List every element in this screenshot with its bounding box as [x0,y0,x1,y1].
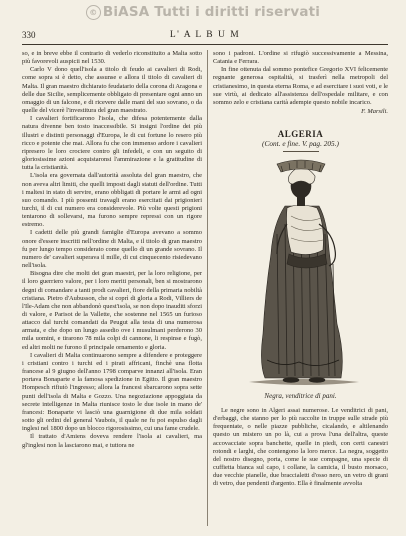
paragraph: In fine ottenuta dal sommo pontefice Gregorio XVI felicemente regnante generosa ospitalità, si trasferì nella metropoli del cristianesimo, in questa eterna Roma, e ad esercitare i suoi voti, e le sue virtù, ai dedicato all'assistenza dell'ospedale militare, e con sommo zelo e cristiana carità adempie questo nobile incarico. [213,66,388,106]
section-subtitle: (Cont. e fine. V. pag. 205.) [262,139,339,148]
running-title: L' A L B U M [169,30,241,40]
engraving-illustration [229,154,377,390]
page-header [22,30,388,42]
paragraph: I cavalieri di Malta continuarono sempre a difendere e proteggere i cristiani contro i turchi ed i pirati affricani, finchè una flotta francese al 9 giugno dell'anno 1798 comparve innanzi all'isola. Eran portava Bonaparte e la famosa spedizione in Egitto. Il gran maestro Hompesch rifiutò l'ingresso; allora la francesi sbarcarono sopra sette punti dell'isola di Malta e Gozzo. Una negoziazione appoggiata da secrete intelligenze in Malta riunisce tosto le due isole in mano de' francesi: Bonaparte vi lasciò una guarnigione di due mila soldati sotto gli ordini del general Vaubois, il quale ne fu poi espulso dagli inglesi nel 1800 dopo un blocco rigorosissimo, cui una fame crudele. [22,351,202,433]
section-title: ALGERIA [277,129,324,139]
illustration-caption: Negra, venditrice di pani. [264,392,337,400]
column-divider [207,50,208,526]
paragraph: Bisogna dire che molti dei gran maestri, per la loro religione, per il loro guerriero valore, per i loro meriti personali, ben si mostrarono degni di comandare a tanti prodi cavalieri, fiore della primaria nobiltà cristiana. Pietro d'Aubusson, che si coprì di gloria a Rodi, Villiers de l'Ile-Adam che non abbandonò quest'isola, se non dopo inauditi sforzi di valore, e Parisot de la Vallette, che sostenne nel 1565 un furioso attacco dal turchi comandati da Peugut alla testa di una numerosa armata, e che dopo un lungo assedio ove i musulmani perderono 30 mila uomini, e tirarono 78 mila colpi di cannone, li respinse e fugò, ed altri molti ne furono il principale ornamento e gloria. [22,270,202,351]
paragraph: I cadetti delle più grandi famiglie d'Europa avevano a sommo onore d'essere inscritti nell'ordine di Malta, e il titolo di gran maestro fu per lungo tempo considerato come quello di un grande sovrano. Il numero de' cavalieri superava il mille, di cui cinquecento risiedevano nell'isola. [22,229,202,270]
author-signature: F. Marsili. [361,108,388,116]
paragraph: so, e in breve ebbe il contrario di vederlo riconstituito a Malta sotto più favorevoli auspicii nel 1530. [22,50,202,66]
paragraph: L'isola era governata dall'autorità assoluta del gran maestro, che non aveva altri limiti, che quelli imposti dagli statuti dell'ordine. Tutti i maltesi in stato di servire, erano obbligati di portare le armi ad ogni suo comando. I più possenti travagli erano esercitati dai prigionieri turchi, il di cui numero era considerevole. Più volte questi prigioni tentarono di sollevarsi, ma furono sempre repressi con un rigore estremo. [22,172,202,229]
paragraph: Le negre sono in Algeri assai numerose. Le venditrici di pani, d'erbaggi, che stanno per lo più raccolte in truppe sulle strade più frequentate, o nelle piazze pubbliche, cicalando, e altilenando questo un mistero un po là, cui a prova l'una dell'altra, queste accovacciate sopra banchette, quelle in piedi, con certi canestri rotondi e larghi, che contengono la loro merce. La negra, soggetto del nostro disegno, porta, come le sue compagne, una specie di cuffietta bianca sul capo, i collane, la camicia, il busto morsaco, due vecchie pianelle, due braccialetti d'osso nero, un vetro di grani di vetro, due pendenti d'argento. Ella è finalmente avvolta [213,407,388,488]
section-rule [283,151,319,152]
header-rule [22,44,388,45]
woman-figure [249,160,359,385]
page-number: 330 [22,30,36,40]
paragraph: Il trattato d'Amiens doveva rendere l'isola ai cavalieri, ma gl'inglesi non la lasciarono mai, e tuttora ne [22,433,202,449]
paragraph: I cavalieri fortificarono l'isola, che difesa potentemente dalla natura divenne ben tosto inaccessibile. Si insigni l'ordine dei più illustri e distinti personaggi d'Europa, le di cui fortune lo resero più ricco e potente che mai. Allora fu che con immenso ardore i cavalieri ripresero le loro crociere contro gli infedeli, e con un seguito di gloriosissime azioni acquistaronsi l'ammirazione e la gratitudine di tutta la cristianità. [22,115,202,172]
paragraph: Carlo V dono quell'isola a titolo di feudo ai cavalieri di Rodi, come sopra si è detto, che assunse e allora il titolo di cavalieri di Malta. Il gran maestro dichiarato feudatario della corona di Aragona e delle due Sicilie, semplicemente obbligato di presentare ogni anno un omaggio di un falcone, e di ricevere dalle mani del suo sovrano, o da quelle del vicerè l'investitura del gran maestrato. [22,66,202,115]
paragraph: sono i padroni. L'ordine si rifugiò successivamente a Messina, Catania e Ferrara. [213,50,388,66]
copyright-icon: © [86,5,101,20]
right-column-top [213,50,388,123]
left-column [22,50,202,526]
watermark-text: BiASA Tutti i diritti riservati [102,4,321,20]
right-column-bottom [213,407,388,526]
watermark [0,4,406,20]
